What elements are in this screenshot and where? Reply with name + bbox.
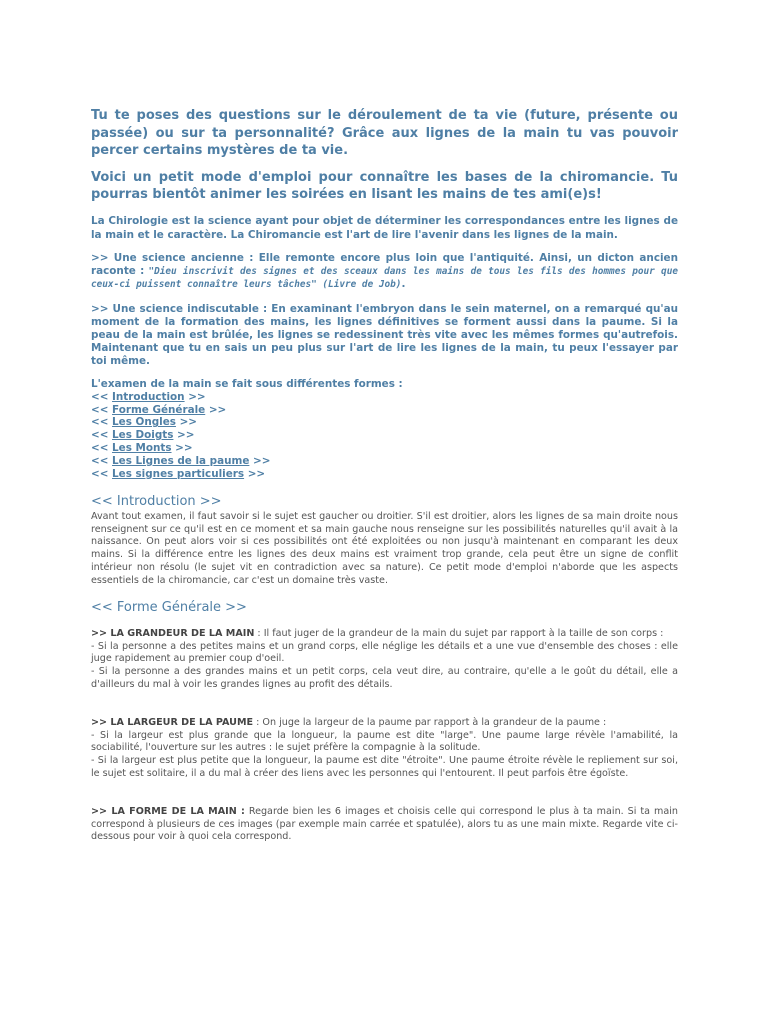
menu-link-monts[interactable]: Les Monts [112, 441, 172, 454]
menu-item-lignes: << Les Lignes de la paume >> [91, 454, 271, 467]
grandeur-section [91, 628, 678, 692]
ancient-science-end: . [401, 278, 406, 290]
ancient-science-text: >> Une science ancienne : Elle remonte encore plus loin que l'antiquité. Ainsi, un dicton ancien raconte : [91, 252, 678, 277]
menu-link-forme-generale[interactable]: Forme Générale [112, 403, 206, 416]
grandeur-line-1: - Si la personne a des petites mains et un grand corps, elle néglige les détails et a une vue d'ensemble des choses : elle juge rapidement au premier coup d'oeil. [91, 640, 678, 665]
menu-link-lignes[interactable]: Les Lignes de la paume [112, 454, 250, 467]
largeur-intro: >> LA LARGEUR DE LA PAUME : On juge la largeur de la paume par rapport à la grandeur de la paume : [91, 717, 607, 728]
grandeur-intro: >> LA GRANDEUR DE LA MAIN : Il faut juger de la grandeur de la main du sujet par rapport à la taille de son corps : [91, 628, 664, 639]
introduction-heading: << Introduction >> [91, 494, 222, 509]
menu-item-forme-generale: << Forme Générale >> [91, 403, 227, 416]
menu-link-doigts[interactable]: Les Doigts [112, 429, 174, 442]
menu-title: L'examen de la main se fait sous différentes formes : [91, 378, 403, 390]
menu-item-ongles: << Les Ongles >> [91, 416, 197, 429]
forme-section [91, 806, 678, 844]
largeur-label: >> LA LARGEUR DE LA PAUME [91, 717, 254, 728]
menu-item-introduction: << Introduction >> [91, 390, 206, 403]
menu-link-introduction[interactable]: Introduction [112, 390, 185, 403]
section-menu [91, 378, 678, 480]
largeur-line-1: - Si la largeur est plus grande que la longueur, la paume est dite "large". Une paume large révèle l'amabilité, la sociabilité, l'ouverture sur les autres : le sujet préfère la compagnie à la solitude. [91, 729, 678, 754]
forme-label: >> LA FORME DE LA MAIN : [91, 806, 245, 817]
largeur-section [91, 717, 678, 781]
menu-item-signes: << Les signes particuliers >> [91, 467, 266, 480]
grandeur-line-2: - Si la personne a des grandes mains et un petit corps, cela veut dire, au contraire, qu'elle a le goût du détail, elle a d'ailleurs du mal à voir les grandes lignes au profit des détails. [91, 666, 678, 690]
job-quote: "Dieu inscrivit des signes et des sceaux dans les mains de tous les fils des hommes pour que ceux-ci puissent connaître leurs tâches" (Livre de Job) [91, 266, 678, 290]
intro-paragraph-1: Tu te poses des questions sur le déroulement de ta vie (future, présente ou passée) ou sur ta personnalité? Grâce aux lignes de la main tu vas pouvoir percer certains mystères de ta vie. [91, 108, 678, 158]
definition-paragraph: La Chirologie est la science ayant pour objet de déterminer les correspondances entre les lignes de la main et le caractère. La Chiromancie est l'art de lire l'avenir dans les lignes de la main. [91, 215, 678, 241]
forme-generale-heading: << Forme Générale >> [91, 600, 247, 615]
menu-link-signes[interactable]: Les signes particuliers [112, 467, 245, 480]
indisputable-science-paragraph: >> Une science indiscutable : En examinant l'embryon dans le sein maternel, on a remarqué qu'au moment de la formation des mains, les lignes définitives se forment aussi dans la paume. Si la peau de la main est brûlée, les lignes se redessinent très vite avec les mêmes formes qu'autrefois. Maintenant que tu en sais un peu plus sur l'art de lire les lignes de la main, tu peux l'essayer par toi même. [91, 303, 678, 367]
ancient-science-paragraph [91, 252, 678, 291]
intro-paragraph-2: Voici un petit mode d'emploi pour connaître les bases de la chiromancie. Tu pourras bientôt animer les soirées en lisant les mains de tes ami(e)s! [91, 170, 678, 202]
grandeur-label: >> LA GRANDEUR DE LA MAIN [91, 628, 255, 639]
introduction-text: Avant tout examen, il faut savoir si le sujet est gaucher ou droitier. S'il est droitier, alors les lignes de sa main droite nous renseignent sur ce qu'il est en ce moment et sa main gauche nous renseigne sur les possibilités naturelles qu'il avait à la naissance. On peut alors voir si ces possibilités ont été exploitées ou non jusqu'à maintenant en comparant les deux mains. Si la différence entre les lignes des deux mains est vraiment trop grande, cela peut être un signe de conflit intérieur non résolu (le sujet vit en contradiction avec sa nature). Ce petit mode d'emploi n'aborde que les aspects essentiels de la chiromancie, car c'est un domaine très vaste. [91, 511, 678, 586]
menu-item-monts: << Les Monts >> [91, 441, 193, 454]
menu-item-doigts: << Les Doigts >> [91, 429, 195, 442]
forme-text: Regarde bien les 6 images et choisis celle qui correspond le plus à ta main. Si ta main correspond à plusieurs de ces images (par exemple main carrée et spatulée), alors tu as une main mixte. Regarde vite ci-dessous pour voir à quoi cela correspond. [91, 806, 678, 843]
menu-link-ongles[interactable]: Les Ongles [112, 416, 176, 429]
largeur-line-2: - Si la largeur est plus petite que la longueur, la paume est dite "étroite". Une paume étroite révèle le repliement sur soi, le sujet est solitaire, il a du mal à créer des liens avec les personnes qui l'entourent. Il peut parfois être égoïste. [91, 755, 678, 779]
